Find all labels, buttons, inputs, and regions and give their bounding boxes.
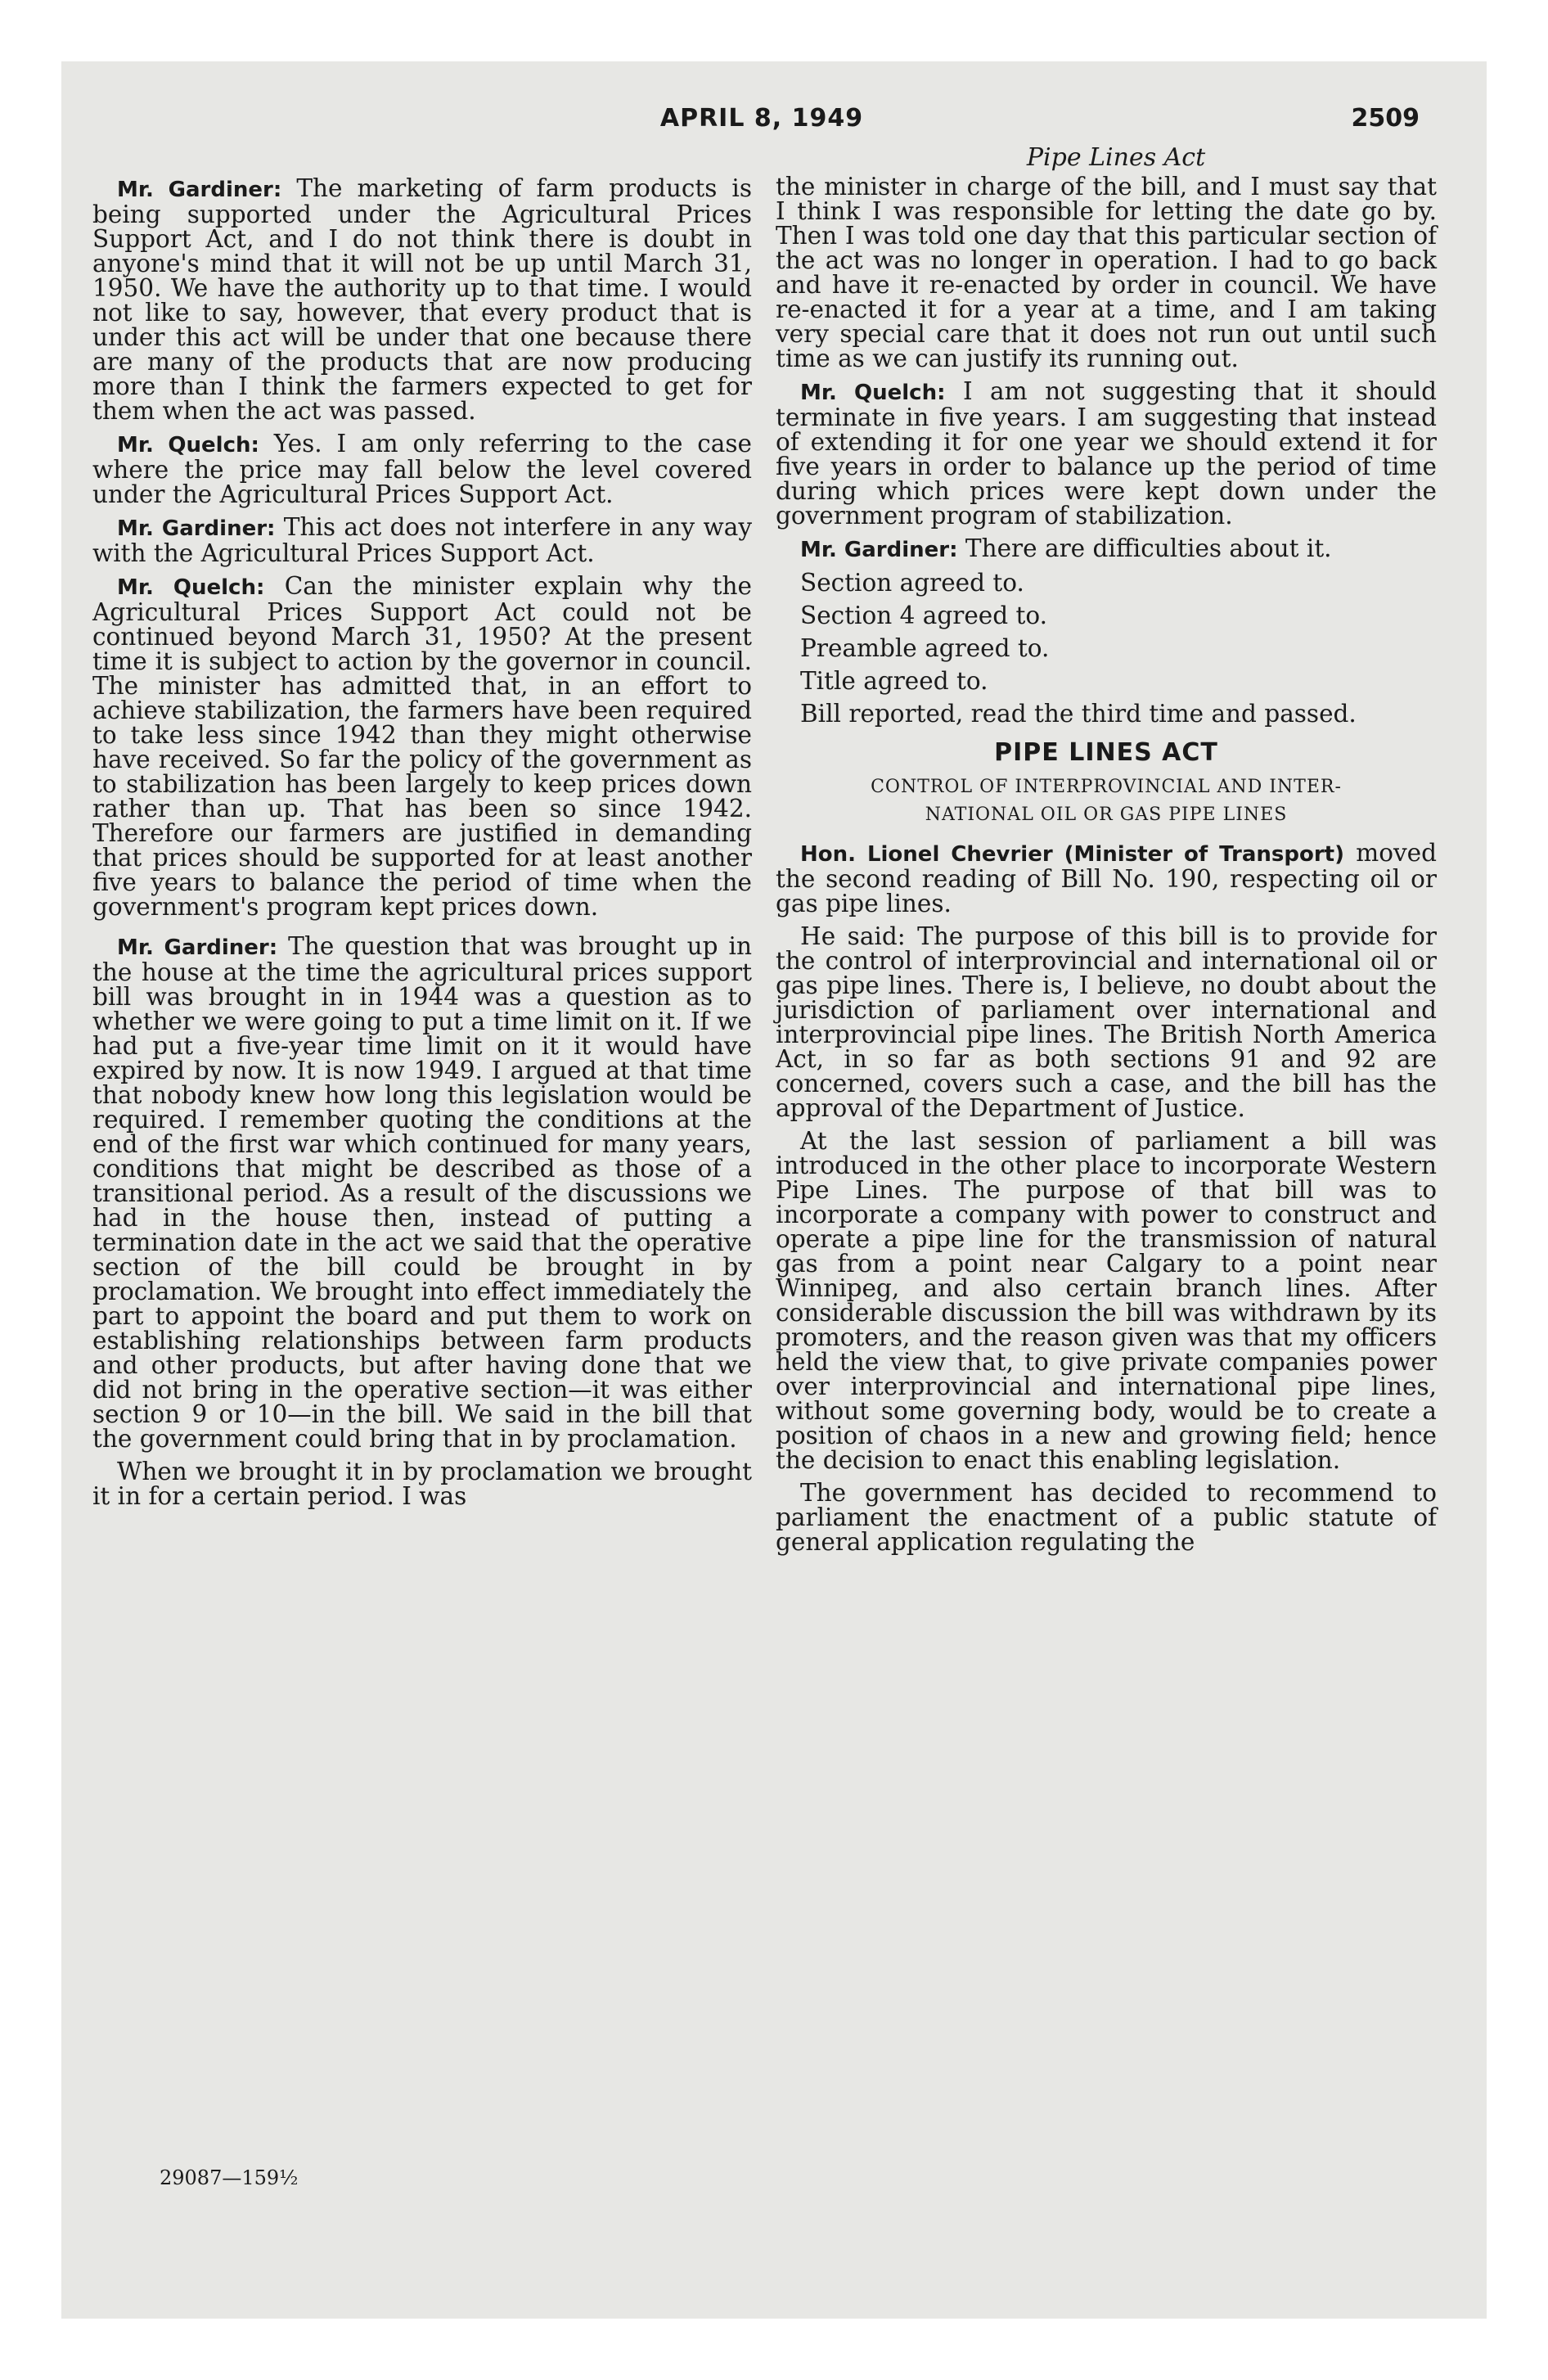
speaker-name: Mr. Quelch:	[800, 381, 946, 405]
paragraph	[92, 574, 752, 919]
document-page	[61, 61, 1487, 2319]
paragraph	[92, 515, 752, 566]
speaker-name: Mr. Gardiner:	[800, 538, 958, 562]
subheading-line: NATIONAL OIL OR GAS PIPE LINES	[925, 805, 1288, 825]
paragraph-text: I am not suggesting that it should terminate in five years. I am suggesting that instead of extending it for one year we should extend it for five years in order to balance up the period of time during which prices were kept down under the government program of stabilization.	[776, 377, 1437, 530]
paragraph	[92, 934, 752, 1451]
paragraph: Bill reported, read the third time and passed.	[800, 700, 1357, 728]
paragraph: Section 4 agreed to.	[800, 602, 1047, 629]
paragraph-text: moved the second reading of Bill No. 190, respecting oil or gas pipe lines.	[776, 839, 1437, 917]
page-date: APRIL 8, 1949	[659, 104, 864, 133]
paragraph	[92, 1459, 752, 1508]
paragraph	[776, 536, 1437, 562]
paragraph	[92, 176, 752, 423]
paragraph: Preamble agreed to.	[800, 634, 1050, 662]
subheading-line: CONTROL OF INTERPROVINCIAL AND INTER-	[871, 777, 1342, 797]
paragraph-text: When we brought it in by proclamation we brought it in for a certain period. I was	[92, 1458, 752, 1510]
paragraph-text: Can the minister explain why the Agricultural Prices Support Act could not be continued beyond March 31, 1950? At the present time it is subject to action by the governor in council. The minister has admitted that, in an effort to achieve stabilization, the farmers have been required to take less since 1942 than they might otherwise have received. So far the policy of the government as to stabilization has been largely to keep prices down rather than up. That has been so since 1942. Therefore our farmers are justified in demanding that prices should be supported for at least another five years to balance the period of time when the government's program kept prices down.	[92, 572, 752, 921]
paragraph: Section agreed to.	[800, 569, 1024, 597]
paragraph-text: Yes. I am only referring to the case where the price may fall below the level covered under the Agricultural Prices Support Act.	[92, 430, 752, 508]
paragraph-text: This act does not interfere in any way with the Agricultural Prices Support Act.	[92, 513, 752, 567]
section-subheading	[776, 773, 1437, 829]
paragraph	[776, 841, 1437, 916]
section-heading: PIPE LINES ACT	[994, 738, 1218, 767]
speaker-name: Mr. Gardiner:	[117, 935, 278, 960]
paragraph: He said: The purpose of this bill is to provide for the control of interprovincial and international oil or gas pipe lines. There is, I believe, no doubt about the jurisdiction of parliament over international and interprovincial pipe lines. The British North America Act, in so far as both sections 91 and 92 are concerned, covers such a case, and the bill has the approval of the Department of Justice.	[776, 922, 1437, 1122]
running-section-title: Pipe Lines Act	[1026, 143, 1206, 172]
speaker-name: Mr. Gardiner:	[117, 516, 276, 541]
right-column	[776, 174, 1437, 1562]
speaker-name: Mr. Quelch:	[117, 433, 259, 458]
paragraph	[92, 431, 752, 507]
speaker-name: Hon. Lionel Chevrier (Minister of Transport)	[800, 842, 1344, 867]
paragraph: Title agreed to.	[800, 667, 988, 695]
paragraph-text: the minister in charge of the bill, and I must say that I think I was responsible for letting the date go by. Then I was told one day that this particular section of the act was no longer in operation. I had to go back and have it re-enacted by order in council. We have re-enacted it for a year at a time, and I am taking very special care that it does not run out until such time as we can justify its running out.	[776, 173, 1437, 372]
paragraph	[776, 379, 1437, 528]
speaker-name: Mr. Quelch:	[117, 575, 265, 600]
paragraph	[776, 174, 1437, 371]
footnote-reference: 29087—159½	[160, 2166, 299, 2189]
paragraph-text: The marketing of farm products is being supported under the Agricultural Prices Support Act, and I do not think there is doubt in anyone's mind that it will not be up until March 31, 1950. We have the authority up to that time. I would not like to say, however, that every product that is under this act will be under that one because there are many of the products that are now producing more than I think the farmers expected to get for them when the act was passed.	[92, 174, 752, 425]
paragraph-text: The question that was brought up in the house at the time the agricultural prices support bill was brought in in 1944 was a question as to whether we were going to put a time limit on it. If we had put a five-year time limit on it it would have expired by now. It is now 1949. I argued at that time that nobody knew how long this legislation would be required. I remember quoting the conditions at the end of the first war which continued for many years, conditions that might be described as those of a transitional period. As a result of the discussions we had in the house then, instead of putting a termination date in the act we said that the operative section of the bill could be brought in by proclamation. We brought into effect immediately the part to appoint the board and put them to work on establishing relationships between farm products and other products, but after having done that we did not bring in the operative section—it was either section 9 or 10—in the bill. We said in the bill that the government could bring that in by proclamation.	[92, 932, 752, 1453]
page-number: 2509	[1351, 104, 1420, 133]
paragraph-text: There are difficulties about it.	[965, 534, 1332, 562]
paragraph: The government has decided to recommend to parliament the enactment of a public statute of general application regulating the	[776, 1479, 1437, 1556]
paragraph: At the last session of parliament a bill was introduced in the other place to incorporate Western Pipe Lines. The purpose of that bill was to incorporate a company with power to construct and operate a pipe line for the transmission of natural gas from a point near Calgary to a point near Winnipeg, and also certain branch lines. After considerable discussion the bill was withdrawn by its promoters, and the reason given was that my officers held the view that, to give private companies power over interprovincial and international pipe lines, without some governing body, would be to create a position of chaos in a new and growing field; hence the decision to enact this enabling legislation.	[776, 1127, 1437, 1474]
speaker-name: Mr. Gardiner:	[117, 178, 282, 202]
left-column	[92, 176, 752, 1517]
